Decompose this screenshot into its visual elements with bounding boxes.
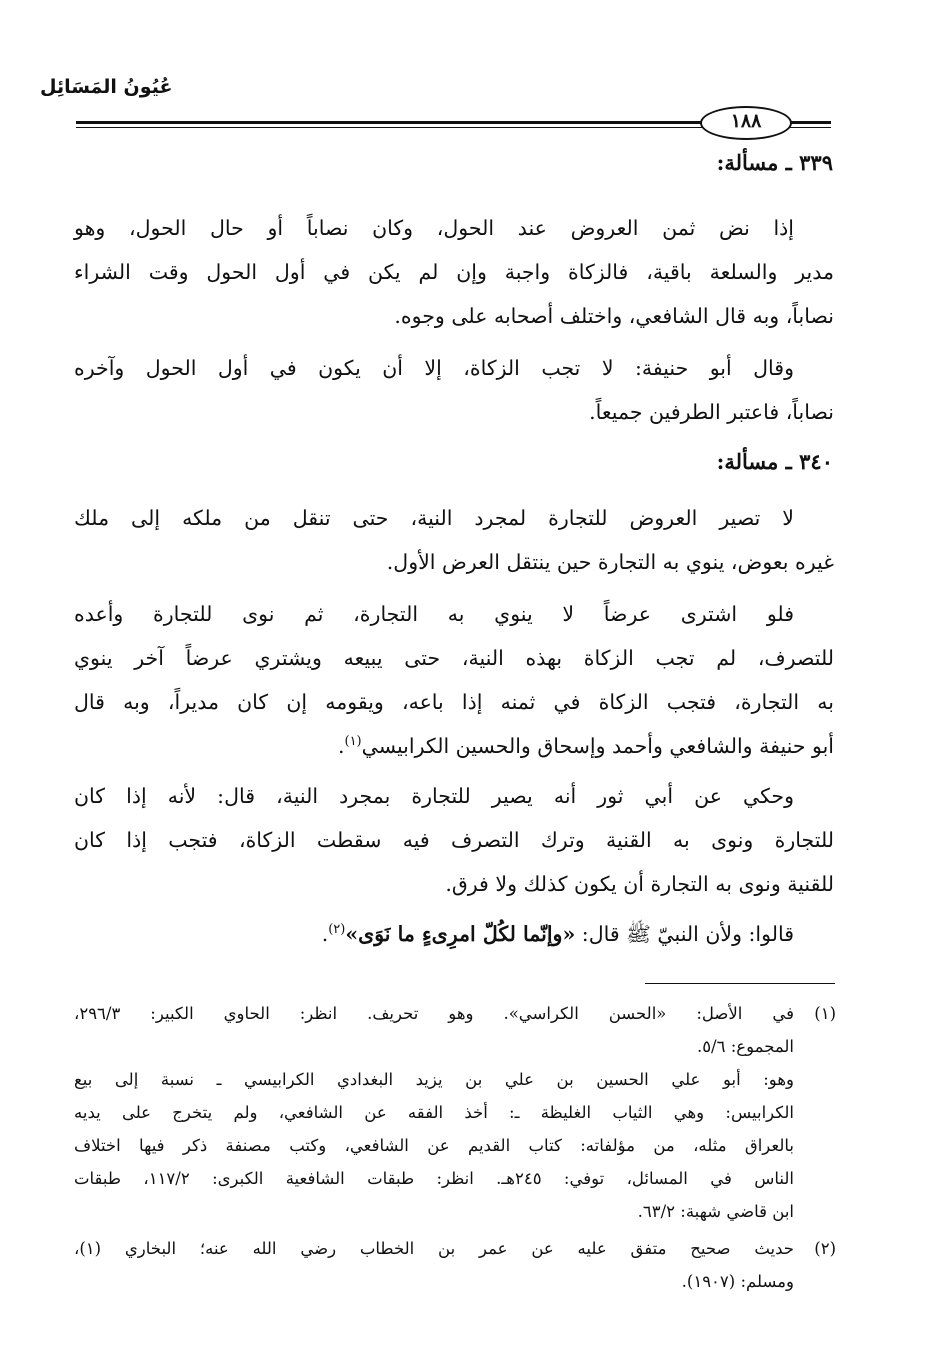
section-heading-340: ٣٤٠ ـ مسألة: [716,449,833,474]
paragraph-340-2 [74,592,834,768]
footnote-number: (١) [814,1004,836,1023]
paragraph-339-2 [74,346,834,434]
text-line: للتصرف، لم تجب الزكاة بهذه النية، حتى يبيعه ويشتري عرضاً آخر ينوي [74,646,834,670]
text-line-content: أبو حنيفة والشافعي وأحمد وإسحاق والحسين الكرابيسي [361,734,834,758]
paragraph-340-hadith [74,912,834,956]
footnote-ref-2: (٢) [328,922,346,938]
footnote-2 [74,1232,836,1298]
book-title: عُيُونُ المَسَائِل [40,76,173,98]
section-heading-339: ٣٣٩ ـ مسألة: [716,150,833,175]
hadith-end: . [321,922,329,946]
footnote-line: بالعراق مثله، من مؤلفاته: كتاب القديم عن الشافعي، وكتب مصنفة ذكر فيها اختلاف [74,1136,794,1155]
footnote-line: ومسلم: (١٩٠٧). [681,1272,794,1291]
hadith-quote: «وإنّما لكُلّ امرِىءٍ ما نَوَى» [345,922,576,946]
paragraph-340-3 [74,774,834,906]
footnote-line: في الأصل: «الحسن الكراسي». وهو تحريف. انظر: الحاوي الكبير: ٢٩٦/٣، [74,1004,794,1023]
text-line: وقال أبو حنيفة: لا تجب الزكاة، إلا أن يكون في أول الحول وآخره [74,356,794,380]
hadith-intro: قالوا: ولأن النبيّ ﷺ قال: [575,922,794,946]
footnote-ref-1: (١) [344,734,362,750]
footnote-1 [74,997,836,1228]
text-line: للتجارة ونوى به القنية وترك التصرف فيه سقطت الزكاة، فتجب إذا كان [74,828,834,852]
footnote-text [74,1232,794,1298]
text-line: غيره بعوض، ينوي به التجارة حين ينتقل العرض الأول. [386,550,834,574]
paragraph-339-1 [74,206,834,338]
text-line [74,912,834,956]
footnote-number: (٢) [814,1239,836,1258]
text-line: فلو اشترى عرضاً لا ينوي به التجارة، ثم نوى للتجارة وأعده [74,602,794,626]
footnote-line: حديث صحيح متفق عليه عن عمر بن الخطاب رضي الله عنه؛ البخاري (١)، [74,1239,794,1258]
footnote-separator [645,983,835,984]
footnote-line: وهو: أبو علي الحسين بن علي بن يزيد البغدادي الكرابيسي ـ نسبة إلى بيع [74,1070,794,1089]
text-line: نصاباً، فاعتبر الطرفين جميعاً. [589,400,834,424]
text-line: للقنية ونوى به التجارة أن يكون كذلك ولا فرق. [445,872,834,896]
text-line: مدير والسلعة باقية، فالزكاة واجبة وإن لم يكن في أول الحول وقت الشراء [74,260,834,284]
text-line: به التجارة، فتجب الزكاة في ثمنه إذا باعه، ويقومه إن كان مديراً، وبه قال [74,690,834,714]
text-line: وحكي عن أبي ثور أنه يصير للتجارة بمجرد النية، قال: لأنه إذا كان [74,784,794,808]
footnote-text [74,997,794,1228]
page-number-badge [700,106,792,140]
text-line: لا تصير العروض للتجارة لمجرد النية، حتى تنقل من ملكه إلى ملك [74,506,794,530]
footnote-line: ابن قاضي شهبة: ٦٣/٢. [637,1202,794,1221]
footnote-line: الناس في المسائل، توفي: ٢٤٥هـ. انظر: طبقات الشافعية الكبرى: ١١٧/٢، طبقات [74,1169,794,1188]
page-number: ١٨٨ [730,110,762,132]
footnote-line: المجموع: ٥/٦. [696,1037,794,1056]
paragraph-340-1 [74,496,834,584]
text-line: أبو حنيفة والشافعي وأحمد وإسحاق والحسين الكرابيسي$^{(١)}$. [337,734,834,758]
footnote-line: الكرابيس: وهي الثياب الغليظة ـ: أخذ الفقه عن الشافعي، ولم يتخرج على يديه [74,1103,794,1122]
text-line: إذا نض ثمن العروض عند الحول، وكان نصاباً أو حال الحول، وهو [74,216,794,240]
text-line: نصاباً، وبه قال الشافعي، واختلف أصحابه على وجوه. [394,304,834,328]
